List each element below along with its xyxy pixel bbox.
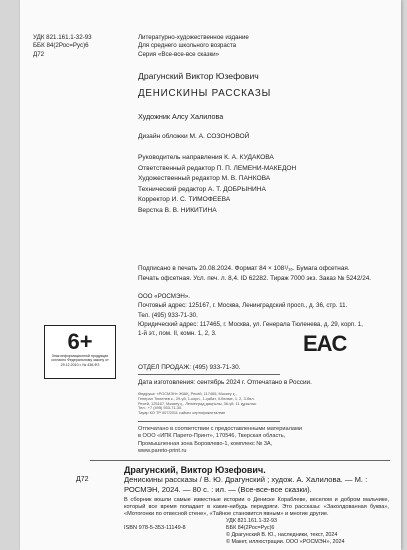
staff-line: Ответственный редактор П. П. ЛЕМЕНИ-МАКЕДОН [138,164,297,172]
copyright-block [226,518,345,546]
pubinfo-line: Печать офсетная. Усл. печ. л. 8,4. ID 62282. Тираж 7000 экз. Заказ № 5242/24. [138,274,372,282]
age-rating-note: Знак информационной продукции согласно Федеральному закону от 29.12.2010 г. № 436-ФЗ [51,354,109,367]
publisher-note-line: Для среднего школьного возраста [138,42,237,50]
catalog-entry: Денискины рассказы / В. Ю. Драгунский ; худож. А. Халилова. — М. : РОСМЭН, 2024. — 80 с. : ил. — (Все-все-все сказки). [124,475,368,495]
pubinfo-line: Подписано в печать 20.08.2024. Формат 84 × 108¹/₁₆. Бумага офсетная. [138,265,350,272]
staff-line: Художественный редактор М. В. ПАНКОВА [138,175,271,182]
address-line: 1-й эт., пом. II, комн. 1, 2, 3. [138,330,217,338]
printing-note-line: Отпечатано в соответствии с предоставленными материалами [138,426,302,432]
publisher-note-line: Серия «Все-все-все сказки» [138,50,220,58]
staff-line: Верстка В. В. НИКИТИНА [138,206,217,214]
book-annotation: В сборник вошли самые известные истории о Дениске Кораблеве, веселом и добром мальчике, который все время попадает в какие-нибудь передряги. Это рассказы: «Заколдованная буква», «Мотогонки по отвесной стене», «Тайное становится явным» и многие другие. [124,497,389,517]
copyright-line: © Драгунский В. Ю., наследники, текст, 2024 [226,532,338,538]
small-print-line: Генерал Тюленев к., 29-үй, 1-корп., 1-қабат, II-бөлме, 1, 2, 3-бөл. [138,395,255,401]
book-author: Драгунский Виктор Юзефович [138,71,259,81]
staff-line: Технический редактор А. Т. ДОБРЫНИНА [138,185,266,193]
udk-line: УДК 821.161.1-32-93 [33,34,92,41]
age-rating-value: 6+ [67,329,93,354]
small-print-line: Өндіруші: «РОСМЭН» ЖШҚ, Ресей, 117465, Мәскеу қ., [138,391,237,396]
divider [90,460,390,461]
book-title: ДЕНИСКИНЫ РАССКАЗЫ [138,88,272,99]
printing-note-line: www.pareto-print.ru [138,448,187,455]
divider [138,421,280,422]
publisher-note [138,34,249,59]
divider [138,374,280,375]
copyright-line: © Макет, иллюстрации. ООО «РОСМЭН», 2024 [226,539,345,545]
publication-info [138,264,371,283]
bbk-line: ББК 84(2Рос=Рус)6 [33,42,89,50]
publisher-note-line: Литературно-художественное издание [138,34,249,41]
address-line: Тел. (495) 933-71-30. [138,311,198,319]
printing-note-line: в ООО «ИПК Парето-Принт», 170546, Тверская область, [138,433,286,440]
manufacture-date: Дата изготовления: сентябрь 2024 г. Отпечатано в России. [138,379,312,386]
copyright-line: УДК 821.161.1-32-93 [226,518,278,524]
staff-line: Руководитель направления К. А. КУДАКОВА [138,154,274,161]
address-line: ООО «РОСМЭН». [138,293,191,300]
address-line: Почтовый адрес: 125167, г. Москва, Ленинградский просп., д. 36, стр. 11. [138,302,348,310]
catalog-author: Драгунский, Виктор Юзефович. [124,465,266,475]
staff-list [138,153,296,216]
printing-note-line: Промышленная зона Боровлево-1, комплекс № 3А, [138,440,273,447]
isbn: ISBN 978-5-353-11149-8 [124,525,186,531]
eac-certification-mark: EAC [303,331,347,356]
copyright-line: ББК 84(2Рос=Рус)6 [226,525,275,531]
imprint-page [20,0,401,550]
small-print-line: Тауар КО ТР 007/2011 сәйкес сертификатталған [138,410,226,416]
staff-line: Корректор И. С. ТИМОФЕЕВА [138,196,231,203]
catalog-number: Д72 [76,476,89,483]
illustrator: Художник Алсу Халилова [138,112,224,121]
cover-design: Дизайн обложки М. А. СОЗОНОВОЙ [138,133,250,140]
udk-block [33,34,92,59]
address-line: Юридический адрес: 117465, г. Москва, ул. Генерала Тюленева, д. 29, корп. 1, [138,320,363,328]
author-sign: Д72 [33,50,45,58]
small-print-line: Тел.: +7 (495) 933-71-30. [138,405,183,411]
printing-house-note [138,426,302,456]
sales-department: ОТДЕЛ ПРОДАЖ: (495) 933-71-30. [138,364,241,371]
kazakh-small-print [138,392,288,416]
age-rating-badge [44,325,116,379]
small-print-line: Ресей, 125167, Мәскеу қ., Ленинград даңғылы, 36-үй, 11 құрылыс [138,400,257,406]
